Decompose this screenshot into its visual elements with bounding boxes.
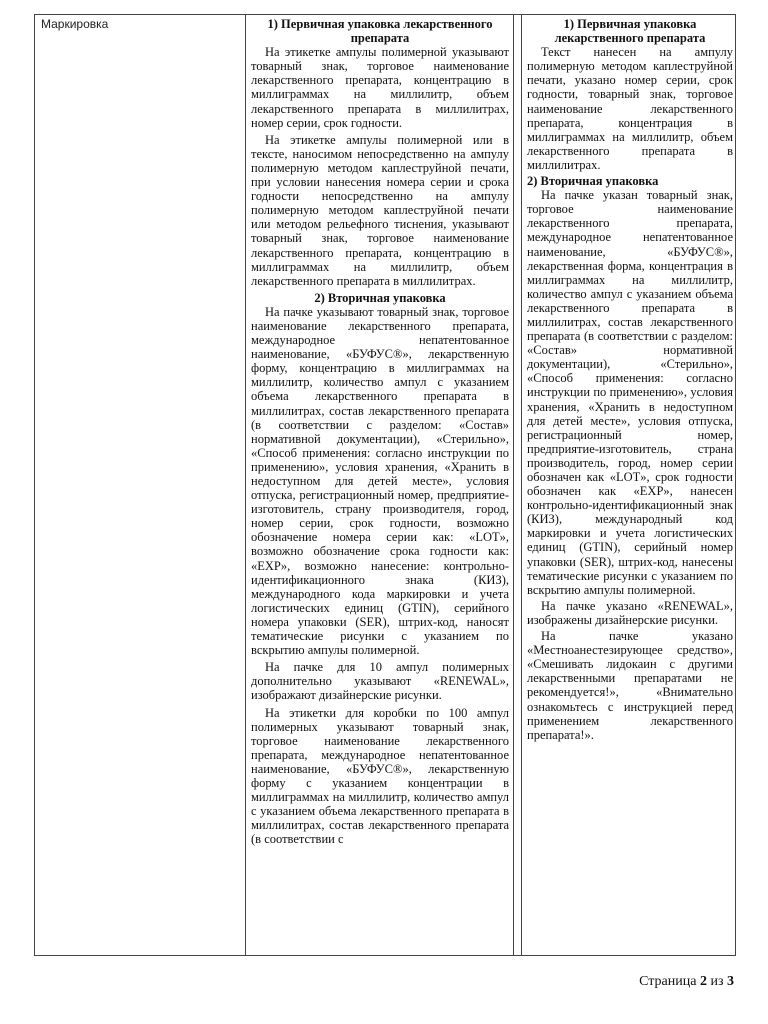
paragraph: На пачке для 10 ампул полимерных дополнительно указывают «RENEWAL», изображают дизайнерские рисунки. bbox=[251, 660, 509, 703]
column-divider bbox=[245, 15, 246, 955]
secondary-packaging-heading: 2) Вторичная упаковка bbox=[527, 174, 659, 189]
column-divider bbox=[513, 15, 514, 955]
primary-packaging-heading: 1) Первичная упаковка лекарственного препарата bbox=[554, 17, 706, 46]
paragraph: На пачке указан товарный знак, торговое наименование лекарственного препарата, международное непатентованное наименование, «БУФУС®», лекарственная форма, концентрация в миллиграммах на миллилитр, количество ампул с указанием объема лекарственного препарата в миллилитрах, состав лекарственного препарата (в соответствии с разделом: «Состав» нормативной документации), «Стерильно», «Способ применения: согласно инструкции по применению», условия хранения, «Хранить в недоступном для детей месте», условия отпуска, регистрационный номер, предприятие-изготовитель, страна производитель, город, номер серии обозначен как «LOT», срок годности обозначен как «EXP», нанесен контрольно-идентификационный знак (КИЗ), международный код маркировки и учета логистических единиц (GTIN), серийный номер упаковки (SER), штрих-код, нанесены тематические рисунки с указанием по вскрытию ампулы полимерной. bbox=[527, 188, 733, 597]
primary-packaging-heading: 1) Первичная упаковка лекарственного препарата bbox=[267, 17, 493, 46]
paragraph: На пачке указано «Местноанестезирующее средство», «Смешивать лидокаин с другими лекарственными препаратами не рекомендуется!», «Внимательно ознакомьтесь с инструкцией перед применением лекарственного препарата!». bbox=[527, 629, 733, 742]
page-word: Страница bbox=[639, 974, 697, 989]
paragraph: На этикетке ампулы полимерной или в тексте, наносимом непосредственно на ампулу полимерную методом каплеструйной печати, при условии нанесения номера серии и срока годности непосредственно на ампулу полимерную методом каплеструйной печати или методом рельефного тиснения, указывают товарный знак, торговое наименование лекарственного препарата, концентрацию в миллиграммах на миллилитр, объем лекарственного препарата в миллилитрах. bbox=[251, 132, 509, 288]
paragraph: На этикетки для коробки по 100 ампул полимерных указывают товарный знак, торговое наименование лекарственного препарата, международное непатентованное наименование, «БУФУС®», лекарственную форму с указанием концентрации в миллиграммах на миллилитр, количество ампул с указанием объема лекарственного препарата в миллилитрах, состав лекарственного препарата (в соответствии с bbox=[251, 705, 509, 847]
requirement-cell bbox=[251, 17, 509, 955]
paragraph: На пачке указано «RENEWAL», изображены дизайнерские рисунки. bbox=[527, 598, 733, 627]
page-total: 3 bbox=[727, 974, 734, 989]
specification-table bbox=[34, 14, 736, 956]
paragraph: Текст нанесен на ампулу полимерную методом каплеструйной печати, указано номер серии, срок годности, товарный знак, торговое наименование лекарственного препарата, концентрация в миллиграммах на миллилитр, объем лекарственного препарата в миллилитрах. bbox=[527, 45, 733, 172]
page-of: из bbox=[710, 974, 724, 989]
secondary-packaging-heading: 2) Вторичная упаковка bbox=[314, 290, 446, 305]
result-cell bbox=[527, 17, 733, 955]
row-label: Маркировка bbox=[41, 17, 109, 31]
row-label-cell bbox=[41, 17, 241, 955]
column-divider bbox=[521, 15, 522, 955]
page-number bbox=[639, 974, 734, 990]
paragraph: На пачке указывают товарный знак, торговое наименование лекарственного препарата, международное непатентованное наименование, «БУФУС®», лекарственную форму, концентрацию в миллиграммах на миллилитр, количество ампул с указанием объема лекарственного препарата в миллилитрах, состав лекарственного препарата (в соответствии с разделом: «Состав» нормативной документации), «Стерильно», «Способ применения: согласно инструкции по применению», условия хранения, «Хранить в недоступном для детей месте», условия отпуска, регистрационный номер, предприятие-изготовитель, страну производителя, город, номер серии, срок годности, возможно обозначение номера серии как: «LOT», возможно обозначение срока годности как: «EXP», возможно нанесение: контрольно-идентификационного знака (КИЗ), международного кода маркировки и учета логистических единиц (GTIN), серийного номера упаковки (SER), штрих-код, наносят тематические рисунки с указанием по вскрытию ампулы полимерной. bbox=[251, 304, 509, 658]
paragraph: На этикетке ампулы полимерной указывают товарный знак, торговое наименование лекарственного препарата, концентрацию в миллиграммах на миллилитр, объем лекарственного препарата в миллилитрах, номер серии, срок годности. bbox=[251, 45, 509, 130]
page-current: 2 bbox=[699, 974, 707, 989]
